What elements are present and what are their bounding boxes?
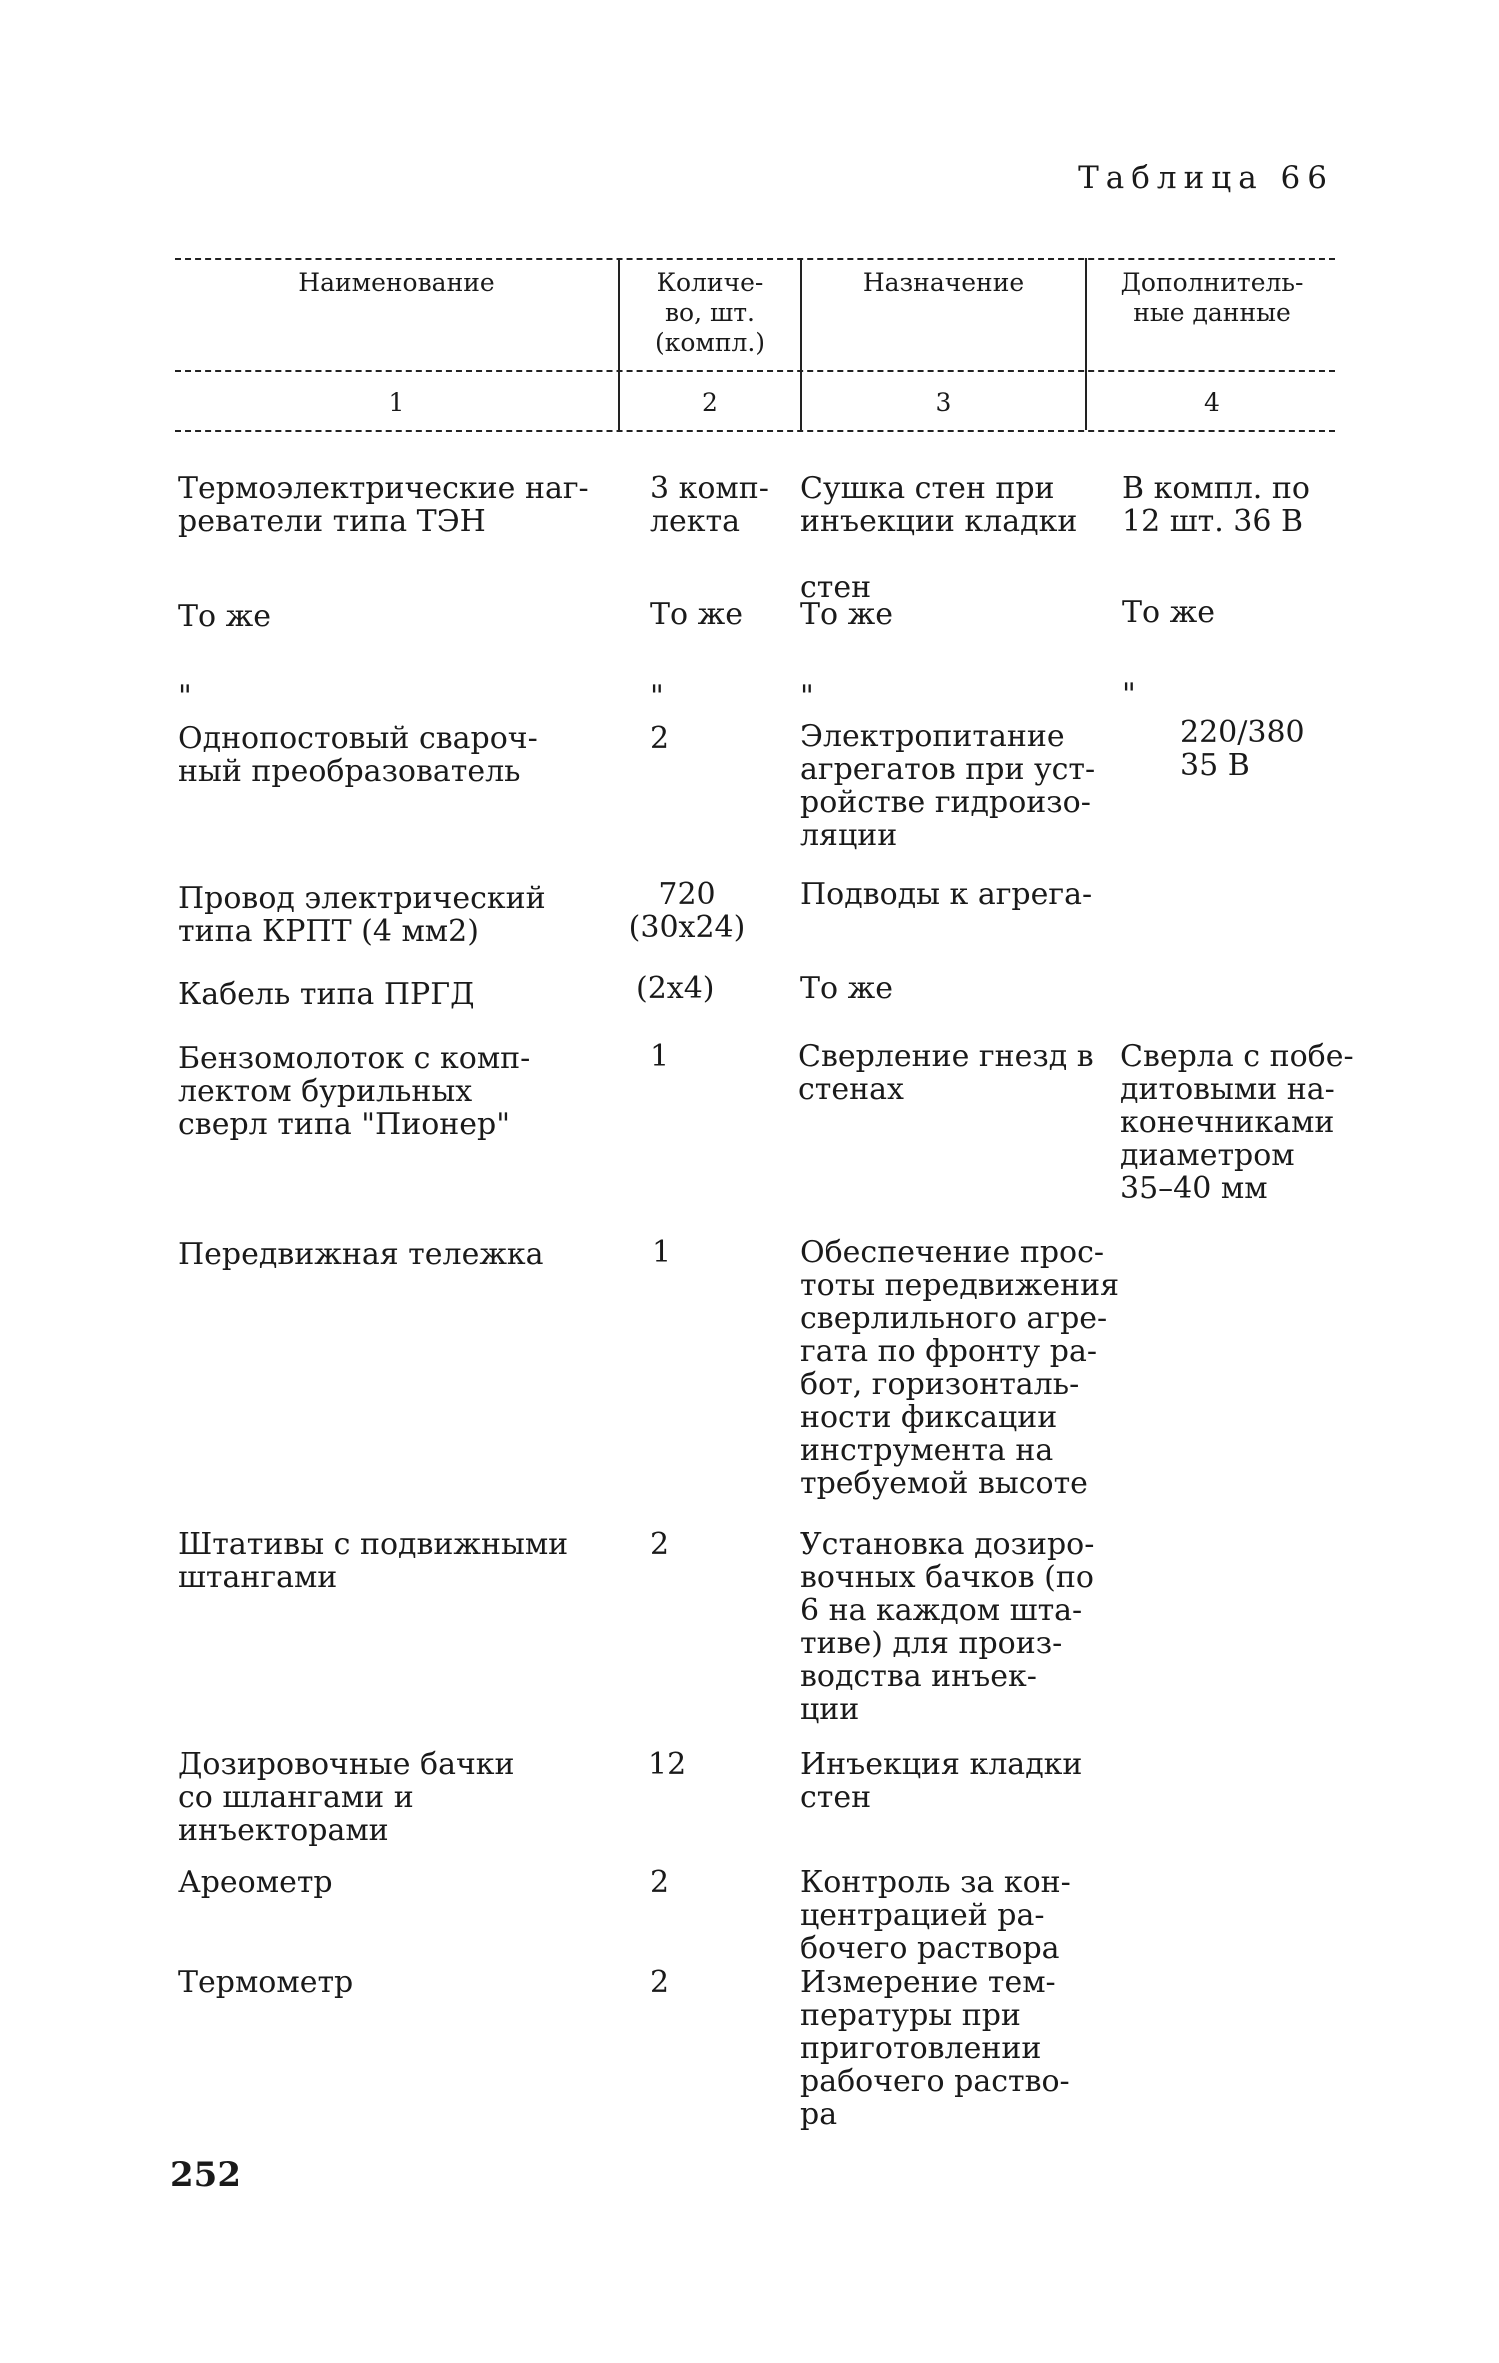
row-name: Однопостовый свароч- ный преобразователь [178, 721, 538, 789]
header-name: Наименование [298, 268, 495, 297]
row-quantity: 2 [650, 1527, 670, 1562]
row-name: Термоэлектрические наг- реватели типа ТЭН [178, 471, 589, 539]
row-purpose: Установка дозиро- вочных бачков (по 6 на каждом шта- тиве) для произ- водства инъек- ции [800, 1527, 1095, 1727]
column-number-2: 2 [702, 388, 718, 417]
header-quantity: Количе- во, шт. (компл.) [654, 268, 766, 357]
row-quantity: 2 [650, 1865, 670, 1900]
header-rule [175, 370, 1335, 372]
row-purpose: Измерение тем- пературы при приготовлении рабочего раство- ра [800, 1965, 1070, 2132]
column-number-1: 1 [388, 388, 405, 417]
row-name: Ареометр [178, 1865, 333, 1900]
row-purpose: Подводы к агрега- [800, 877, 1093, 912]
table-top-rule [175, 258, 1335, 260]
row-name: " [178, 679, 192, 714]
header-extra: Дополнитель- ные данные [1120, 268, 1304, 327]
table-title: Таблица 66 [1078, 160, 1334, 196]
numbering-rule [175, 430, 1335, 432]
column-number-4: 4 [1204, 388, 1220, 417]
row-name: Провод электрический типа КРПТ (4 мм2) [178, 881, 546, 949]
row-extra: То же [1122, 595, 1215, 630]
row-quantity: " [650, 679, 664, 714]
row-quantity: 2 [650, 721, 670, 756]
row-quantity: То же [650, 597, 743, 632]
row-purpose: " [800, 679, 814, 714]
row-name: Бензомолоток с комп- лектом бурильных сверл типа "Пионер" [178, 1041, 531, 1142]
row-quantity: 1 [650, 1039, 670, 1074]
row-purpose: Сверление гнезд в стенах [798, 1039, 1094, 1107]
row-quantity: 720 (30х24) [628, 877, 746, 945]
row-purpose: Контроль за кон- центрацией ра- бочего раствора [800, 1865, 1071, 1966]
row-name: Дозировочные бачки со шлангами и инъекторами [178, 1747, 515, 1848]
row-extra: 220/380 35 В [1180, 715, 1305, 783]
row-name: То же [178, 599, 271, 634]
row-purpose: То же [800, 597, 893, 632]
row-extra: " [1122, 677, 1136, 712]
row-quantity: 2 [650, 1965, 670, 2000]
row-purpose: Инъекция кладки стен [800, 1747, 1083, 1815]
row-quantity: 12 [648, 1747, 687, 1782]
row-quantity: 3 комп- лекта [650, 471, 769, 539]
row-name: Передвижная тележка [178, 1237, 544, 1272]
row-purpose: То же [800, 971, 893, 1006]
header-purpose: Назначение [862, 268, 1025, 297]
row-extra: В компл. по 12 шт. 36 В [1122, 471, 1310, 539]
row-quantity: (2х4) [636, 971, 715, 1006]
row-name: Штативы с подвижными штангами [178, 1527, 569, 1595]
row-purpose: Электропитание агрегатов при уст- ройстве гидроизо- ляции [800, 719, 1096, 853]
row-extra: Сверла с побе- дитовыми на- конечниками диаметром 35–40 мм [1120, 1039, 1354, 1206]
row-name: Термометр [178, 1965, 354, 2000]
row-quantity: 1 [652, 1235, 672, 1270]
row-purpose: Обеспечение прос- тоты передвижения сверлильного агре- гата по фронту ра- бот, горизонталь- ности фиксации инструмента на требуемой высоте [800, 1235, 1119, 1501]
column-number-3: 3 [935, 388, 952, 417]
page-number: 252 [170, 2155, 241, 2195]
row-name: Кабель типа ПРГД [178, 977, 475, 1012]
row-purpose: Сушка стен при инъекции кладки стен [800, 471, 1078, 605]
